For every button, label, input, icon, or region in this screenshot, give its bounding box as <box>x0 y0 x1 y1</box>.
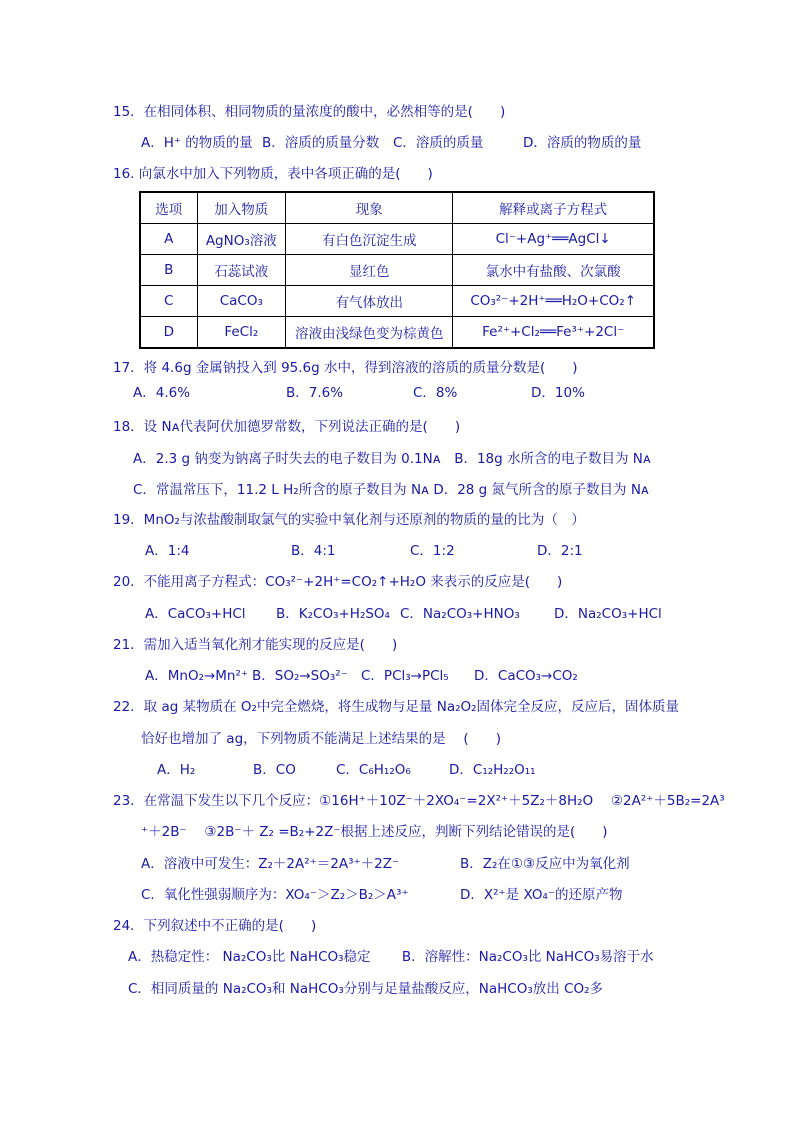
q24-options-line1: A．热稳定性： Na₂CO₃比 NaHCO₃稳定 B．溶解性：Na₂CO₃比 NaHCO₃易溶于水 <box>128 949 654 965</box>
q17-option-b: B．7.6% <box>286 385 344 401</box>
q16-stem: 16. 向氯水中加入下列物质，表中各项正确的是( ) <box>113 166 433 182</box>
q22-option-d: D．C₁₂H₂₂O₁₁ <box>449 762 536 778</box>
q17-option-a: A．4.6% <box>133 385 191 401</box>
q20-option-b: B．K₂CO₃+H₂SO₄ <box>276 606 390 622</box>
table-cell: C <box>140 286 197 317</box>
q15-option-d: D．溶质的物质的量 <box>523 135 642 151</box>
table-row <box>140 286 654 317</box>
q23-stem-line2: ⁺＋2B⁻ ③2B⁻＋ Z₂ =B₂+2Z⁻根据上述反应，判断下列结论错误的是( ) <box>141 824 608 840</box>
q20-option-a: A．CaCO₃+HCl <box>145 606 246 622</box>
q22-stem-line1: 22．取 ag 某物质在 O₂中完全燃烧，将生成物与足量 Na₂O₂固体完全反应，反应后，固体质量 <box>113 699 680 715</box>
q16-table <box>139 191 655 349</box>
q15-option-a: A．H⁺ 的物质的量 <box>141 135 253 151</box>
q21-option-c: C．PCl₃→PCl₅ <box>361 668 449 684</box>
table-header: 解释或离子方程式 <box>453 192 654 224</box>
q17-option-d: D．10% <box>531 385 585 401</box>
q15-option-c: C．溶质的质量 <box>393 135 484 151</box>
table-cell: 溶液由浅绿色变为棕黄色 <box>286 317 453 349</box>
table-cell: B <box>140 255 197 286</box>
table-cell: AgNO₃溶液 <box>197 224 286 255</box>
q23-option-b: B．Z₂在①③反应中为氧化剂 <box>460 856 630 872</box>
q17-option-c: C．8% <box>413 385 458 401</box>
q22-option-c: C．C₆H₁₂O₆ <box>336 762 411 778</box>
table-cell: 氯水中有盐酸、次氯酸 <box>453 255 654 286</box>
q20-option-d: D．Na₂CO₃+HCl <box>554 606 662 622</box>
q21-option-d: D．CaCO₃→CO₂ <box>474 668 578 684</box>
q18-options-line1: A．2.3 g 钠变为钠离子时失去的电子数目为 0.1Nᴀ B．18g 水所含的电子数目为 Nᴀ <box>133 451 651 467</box>
table-header: 加入物质 <box>197 192 286 224</box>
q24-options-line2: C．相同质量的 Na₂CO₃和 NaHCO₃分别与足量盐酸反应，NaHCO₃放出 CO₂多 <box>128 981 603 997</box>
q17-stem: 17．将 4.6g 金属钠投入到 95.6g 水中，得到溶液的溶质的质量分数是( ) <box>113 360 578 376</box>
table-cell: CO₃²⁻+2H⁺══H₂O+CO₂↑ <box>453 286 654 317</box>
q19-option-d: D．2:1 <box>537 543 583 559</box>
table-cell: 有白色沉淀生成 <box>286 224 453 255</box>
q22-option-b: B．CO <box>253 762 296 778</box>
q22-option-a: A．H₂ <box>157 762 196 778</box>
q23-option-a: A．溶液中可发生：Z₂＋2A²⁺＝2A³⁺＋2Z⁻ <box>141 856 400 872</box>
q23-stem-line1: 23．在常温下发生以下几个反应：①16H⁺＋10Z⁻＋2XO₄⁻=2X²⁺＋5Z₂＋8H₂O ②2A²⁺＋5B₂=2A³ <box>113 793 725 809</box>
q21-option-b: B．SO₂→SO₃²⁻ <box>252 668 348 684</box>
table-cell: CaCO₃ <box>197 286 286 317</box>
table-cell: A <box>140 224 197 255</box>
table-header: 现象 <box>286 192 453 224</box>
table-row <box>140 224 654 255</box>
table-cell: 有气体放出 <box>286 286 453 317</box>
q18-stem: 18．设 Nᴀ代表阿伏加德罗常数，下列说法正确的是( ) <box>113 419 461 435</box>
table-row <box>140 317 654 349</box>
q18-options-line2: C．常温常压下，11.2 L H₂所含的原子数目为 Nᴀ D．28 g 氮气所含的原子数目为 Nᴀ <box>133 482 649 498</box>
q21-option-a: A．MnO₂→Mn²⁺ <box>145 668 249 684</box>
table-cell: Cl⁻+Ag⁺══AgCl↓ <box>453 224 654 255</box>
q15-stem: 15．在相同体积、相同物质的量浓度的酸中，必然相等的是( ) <box>113 104 506 120</box>
q24-stem: 24．下列叙述中不正确的是( ) <box>113 918 317 934</box>
q19-stem: 19．MnO₂与浓盐酸制取氯气的实验中氧化剂与还原剂的物质的量的比为（ ） <box>113 512 585 528</box>
table-cell: FeCl₂ <box>197 317 286 349</box>
table-header: 选项 <box>140 192 197 224</box>
q20-stem: 20．不能用离子方程式：CO₃²⁻+2H⁺=CO₂↑+H₂O 来表示的反应是( ) <box>113 574 563 590</box>
q19-option-b: B．4:1 <box>291 543 336 559</box>
table-header-row <box>140 192 654 224</box>
table-cell: 显红色 <box>286 255 453 286</box>
table-cell: D <box>140 317 197 349</box>
table-row <box>140 255 654 286</box>
q19-option-c: C．1:2 <box>410 543 455 559</box>
q15-option-b: B．溶质的质量分数 <box>262 135 380 151</box>
table-cell: 石蕊试液 <box>197 255 286 286</box>
q22-stem-line2: 恰好也增加了 ag，下列物质不能满足上述结果的是 ( ) <box>141 731 501 747</box>
q23-option-d: D．X²⁺是 XO₄⁻的还原产物 <box>460 887 623 903</box>
q20-option-c: C．Na₂CO₃+HNO₃ <box>400 606 520 622</box>
q21-stem: 21．需加入适当氧化剂才能实现的反应是( ) <box>113 637 398 653</box>
table-cell: Fe²⁺+Cl₂══Fe³⁺+2Cl⁻ <box>453 317 654 349</box>
q23-option-c: C．氧化性强弱顺序为：XO₄⁻＞Z₂＞B₂＞A³⁺ <box>141 887 409 903</box>
q19-option-a: A．1:4 <box>145 543 190 559</box>
